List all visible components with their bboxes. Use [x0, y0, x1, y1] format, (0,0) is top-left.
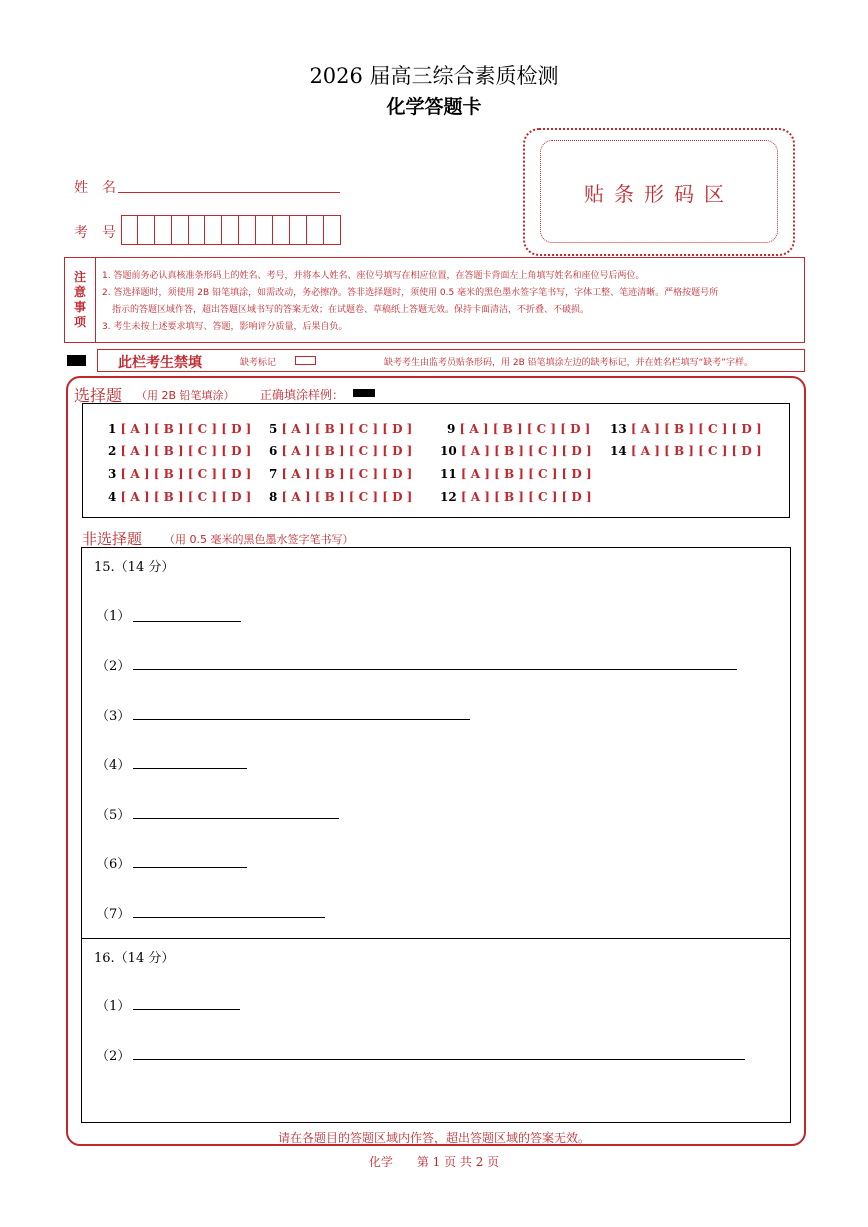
notice-heading: 注 意 事 项 [65, 258, 96, 342]
part-label: （2） [96, 1049, 131, 1064]
absent-checkbox[interactable] [295, 356, 316, 365]
nonchoice-section-subtitle: （用 0.5 毫米的黑色墨水签字笔书写） [164, 533, 354, 546]
part-label: （4） [96, 758, 131, 773]
page-subtitle: 化学答题卡 [386, 96, 482, 118]
choice-question[interactable]: 6 [ A ] [ B ] [ C ] [ D ] [269, 444, 413, 458]
ban-title: 此栏考生禁填 [118, 355, 202, 371]
exam-id-label: 考号 [74, 225, 130, 241]
answer-line[interactable] [133, 917, 325, 918]
fill-sample-label: 正确填涂样例： [260, 388, 345, 402]
choice-question[interactable]: 5 [ A ] [ B ] [ C ] [ D ] [269, 422, 413, 436]
page-title: 2026 届高三综合素质检测 [309, 64, 559, 88]
exam-id-digit-box[interactable] [222, 215, 239, 245]
notice-body [96, 258, 722, 342]
exam-id-digit-box[interactable] [324, 215, 341, 245]
part-label: （5） [96, 808, 131, 823]
choice-question[interactable]: 14 [ A ] [ B ] [ C ] [ D ] [610, 444, 762, 458]
choice-question[interactable]: 4 [ A ] [ B ] [ C ] [ D ] [108, 490, 252, 504]
answer-line[interactable] [133, 621, 241, 622]
exam-id-digit-box[interactable] [205, 215, 222, 245]
choice-question[interactable]: 10 [ A ] [ B ] [ C ] [ D ] [440, 444, 592, 458]
choice-question[interactable]: 2 [ A ] [ B ] [ C ] [ D ] [108, 444, 252, 458]
answer-line[interactable] [133, 1059, 745, 1060]
notice-item: 指示的答题区域作答，超出答题区域书写的答案无效；在试题卷、草稿纸上答题无效。保持卡面清洁，不折叠、不破损。 [112, 305, 590, 315]
part-label: （3） [96, 709, 131, 724]
nonchoice-section-title: 非选择题 [82, 530, 143, 548]
exam-id-digit-box[interactable] [239, 215, 256, 245]
exam-id-digit-box[interactable] [138, 215, 155, 245]
exam-id-digit-box[interactable] [256, 215, 273, 245]
choice-question[interactable]: 3 [ A ] [ B ] [ C ] [ D ] [108, 467, 252, 481]
question-16-box [81, 938, 791, 1123]
absent-note: 缺考考生由监考员贴条形码，用 2B 铅笔填涂左边的缺考标记，并在姓名栏填写“缺考”字样。 [384, 358, 753, 368]
answer-line[interactable] [133, 1009, 240, 1010]
part-label: （1） [96, 999, 131, 1014]
exam-id-digit-box[interactable] [172, 215, 189, 245]
answer-line[interactable] [133, 669, 737, 670]
choice-question[interactable]: 1 [ A ] [ B ] [ C ] [ D ] [108, 422, 252, 436]
ban-marker [67, 355, 86, 366]
notice-item: 2. 答选择题时，须使用 2B 铅笔填涂，如需改动，务必擦净。答非选择题时，须使用 0.5 毫米的黑色墨水签字笔书写，字体工整、笔迹清晰。严格按题号所 [102, 288, 719, 298]
name-field[interactable] [118, 192, 340, 193]
part-label: （6） [96, 857, 131, 872]
exam-id-digit-box[interactable] [121, 215, 138, 245]
choice-question[interactable]: 9 [ A ] [ B ] [ C ] [ D ] [447, 422, 591, 436]
part-label: （7） [96, 907, 131, 922]
choice-section-title: 选择题 [74, 386, 123, 405]
part-label: （2） [96, 659, 131, 674]
choice-question[interactable]: 12 [ A ] [ B ] [ C ] [ D ] [440, 490, 592, 504]
choice-question[interactable]: 13 [ A ] [ B ] [ C ] [ D ] [610, 422, 762, 436]
exam-id-digit-box[interactable] [189, 215, 206, 245]
footer-note: 请在各题目的答题区域内作答，超出答题区域的答案无效。 [277, 1131, 590, 1145]
answer-line[interactable] [133, 818, 339, 819]
answer-line[interactable] [133, 867, 247, 868]
question-16-heading: 16.（14 分） [94, 951, 175, 966]
part-label: （1） [96, 609, 131, 624]
name-label: 姓名 [74, 180, 130, 196]
question-15-box [81, 547, 791, 939]
notice-panel [64, 257, 805, 343]
choice-question[interactable]: 7 [ A ] [ B ] [ C ] [ D ] [269, 467, 413, 481]
choice-question[interactable]: 11 [ A ] [ B ] [ C ] [ D ] [440, 467, 592, 481]
choice-section-subtitle: （用 2B 铅笔填涂） [136, 389, 235, 402]
answer-line[interactable] [133, 719, 470, 720]
choice-question[interactable]: 8 [ A ] [ B ] [ C ] [ D ] [269, 490, 413, 504]
notice-item: 1. 答题前务必认真核准条形码上的姓名、考号，并将本人姓名、座位号填写在相应位置，在答题卡背面左上角填写姓名和座位号后两位。 [102, 271, 645, 281]
fill-sample-mark [353, 389, 375, 397]
absent-label: 缺考标记 [240, 358, 277, 368]
exam-id-digit-box[interactable] [155, 215, 172, 245]
notice-item: 3. 考生未按上述要求填写、答题，影响评分质量，后果自负。 [102, 322, 348, 332]
choice-answer-grid [82, 403, 790, 518]
page-number: 化学 第 1 页 共 2 页 [368, 1155, 500, 1169]
exam-id-digit-box[interactable] [307, 215, 324, 245]
exam-id-digit-box[interactable] [273, 215, 290, 245]
answer-line[interactable] [133, 768, 247, 769]
exam-id-digit-box[interactable] [290, 215, 307, 245]
question-15-heading: 15.（14 分） [94, 560, 175, 575]
barcode-area-label: 贴条形码区 [584, 182, 734, 206]
exam-id-field[interactable] [121, 215, 341, 245]
